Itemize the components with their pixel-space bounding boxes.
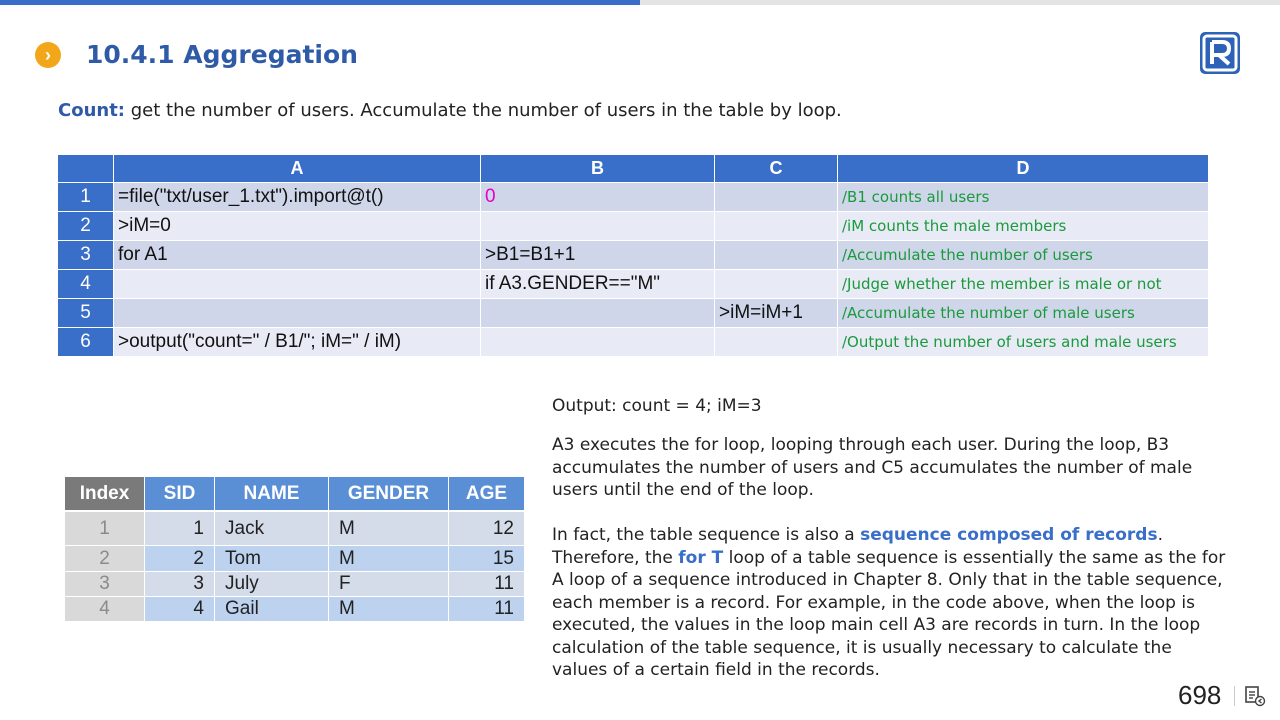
table-row [65, 572, 525, 597]
subtitle-lead: Count: [58, 100, 126, 121]
slide-title: 10.4.1 Aggregation [86, 40, 358, 69]
user-table-age: 11 [449, 597, 525, 622]
user-table-sid: 2 [145, 546, 215, 572]
grid-row-number[interactable]: 5 [58, 299, 114, 328]
grid-row-number[interactable]: 6 [58, 328, 114, 357]
para2-highlight-2: for T [678, 547, 724, 568]
grid-cell-c2[interactable] [715, 212, 838, 241]
grid-row-number[interactable]: 3 [58, 241, 114, 270]
code-grid [58, 155, 1209, 357]
grid-cell-a2[interactable]: >iM=0 [114, 212, 481, 241]
table-row [65, 546, 525, 572]
top-accent-bar [0, 0, 640, 5]
para2-highlight-1: sequence composed of records [860, 525, 1158, 545]
grid-cell-d6[interactable]: /Output the number of users and male users [838, 328, 1209, 357]
top-track-bar [640, 0, 1280, 5]
user-table-index: 2 [65, 546, 145, 572]
user-table-sid: 4 [145, 597, 215, 622]
user-table-name: Jack [215, 512, 329, 546]
user-table-index: 3 [65, 572, 145, 597]
user-table [65, 477, 525, 622]
subtitle-text: get the number of users. Accumulate the number of users in the table by loop. [125, 100, 842, 121]
grid-row [58, 299, 1209, 328]
grid-cell-d4[interactable]: /Judge whether the member is male or not [838, 270, 1209, 299]
grid-cell-b3[interactable]: >B1=B1+1 [481, 241, 715, 270]
grid-cell-a6[interactable]: >output("count=" / B1/"; iM=" / iM) [114, 328, 481, 357]
grid-col-a[interactable]: A [114, 155, 481, 183]
grid-cell-a5[interactable] [114, 299, 481, 328]
grid-cell-d1[interactable]: /B1 counts all users [838, 183, 1209, 212]
user-table-age: 15 [449, 546, 525, 572]
output-line: Output: count = 4; iM=3 [552, 396, 762, 416]
table-row [65, 512, 525, 546]
user-table-age: 12 [449, 512, 525, 546]
grid-col-b[interactable]: B [481, 155, 715, 183]
para2-part-2: . Therefore, the [552, 525, 1163, 568]
para2-part-3: loop of a table sequence is essentially the same as the for A loop of a sequence introduced in Chapter 8. Only that in the table sequence, each member is a record. For example, in the code above, when the loop is executed, the values in the loop main cell A3 are records in turn. In the loop calculation of the table sequence, it is usually necessary to calculate the values of a certain field in the records. [552, 547, 1226, 680]
slide-nav-icon[interactable] [1244, 685, 1266, 707]
grid-cell-c1[interactable] [715, 183, 838, 212]
grid-row-number[interactable]: 1 [58, 183, 114, 212]
grid-row-number[interactable]: 2 [58, 212, 114, 241]
paragraph-table-sequence [552, 524, 1232, 682]
table-row [65, 597, 525, 622]
user-table-gender: M [329, 597, 449, 622]
grid-row [58, 328, 1209, 357]
user-table-index: 1 [65, 512, 145, 546]
grid-cell-c3[interactable] [715, 241, 838, 270]
grid-row [58, 241, 1209, 270]
chevron-right-icon: › [35, 42, 61, 68]
grid-cell-b2[interactable] [481, 212, 715, 241]
grid-cell-d2[interactable]: /iM counts the male members [838, 212, 1209, 241]
r-logo-icon [1200, 32, 1240, 74]
grid-cell-b6[interactable] [481, 328, 715, 357]
grid-row [58, 270, 1209, 299]
grid-corner [58, 155, 114, 183]
grid-col-d[interactable]: D [838, 155, 1209, 183]
user-table-gender: F [329, 572, 449, 597]
grid-cell-b4[interactable]: if A3.GENDER=="M" [481, 270, 715, 299]
grid-cell-d5[interactable]: /Accumulate the number of male users [838, 299, 1209, 328]
user-table-gender: M [329, 546, 449, 572]
paragraph-loop-explanation: A3 executes the for loop, looping through each user. During the loop, B3 accumulates the number of users and C5 accumulates the number of male users until the end of the loop. [552, 435, 1193, 500]
user-table-header-sid: SID [145, 477, 215, 512]
grid-cell-c4[interactable] [715, 270, 838, 299]
user-table-sid: 1 [145, 512, 215, 546]
grid-cell-a3[interactable]: for A1 [114, 241, 481, 270]
grid-cell-c5[interactable]: >iM=iM+1 [715, 299, 838, 328]
grid-cell-d3[interactable]: /Accumulate the number of users [838, 241, 1209, 270]
user-table-name: Gail [215, 597, 329, 622]
footer-divider [1234, 686, 1235, 706]
user-table-header-gender: GENDER [329, 477, 449, 512]
page-number: 698 [1178, 680, 1222, 710]
user-table-age: 11 [449, 572, 525, 597]
para2-part-1: In fact, the table sequence is also a [552, 525, 861, 545]
user-table-header-age: AGE [449, 477, 525, 512]
grid-row-number[interactable]: 4 [58, 270, 114, 299]
user-table-header-name: NAME [215, 477, 329, 512]
user-table-gender: M [329, 512, 449, 546]
user-table-index: 4 [65, 597, 145, 622]
grid-col-c[interactable]: C [715, 155, 838, 183]
grid-cell-a1[interactable]: =file("txt/user_1.txt").import@t() [114, 183, 481, 212]
user-table-name: Tom [215, 546, 329, 572]
grid-cell-a4[interactable] [114, 270, 481, 299]
user-table-name: July [215, 572, 329, 597]
grid-row [58, 183, 1209, 212]
grid-cell-b1[interactable]: 0 [481, 183, 715, 212]
user-table-header-index: Index [65, 477, 145, 512]
grid-cell-c6[interactable] [715, 328, 838, 357]
grid-row [58, 212, 1209, 241]
subtitle [58, 100, 842, 121]
grid-cell-b5[interactable] [481, 299, 715, 328]
user-table-sid: 3 [145, 572, 215, 597]
